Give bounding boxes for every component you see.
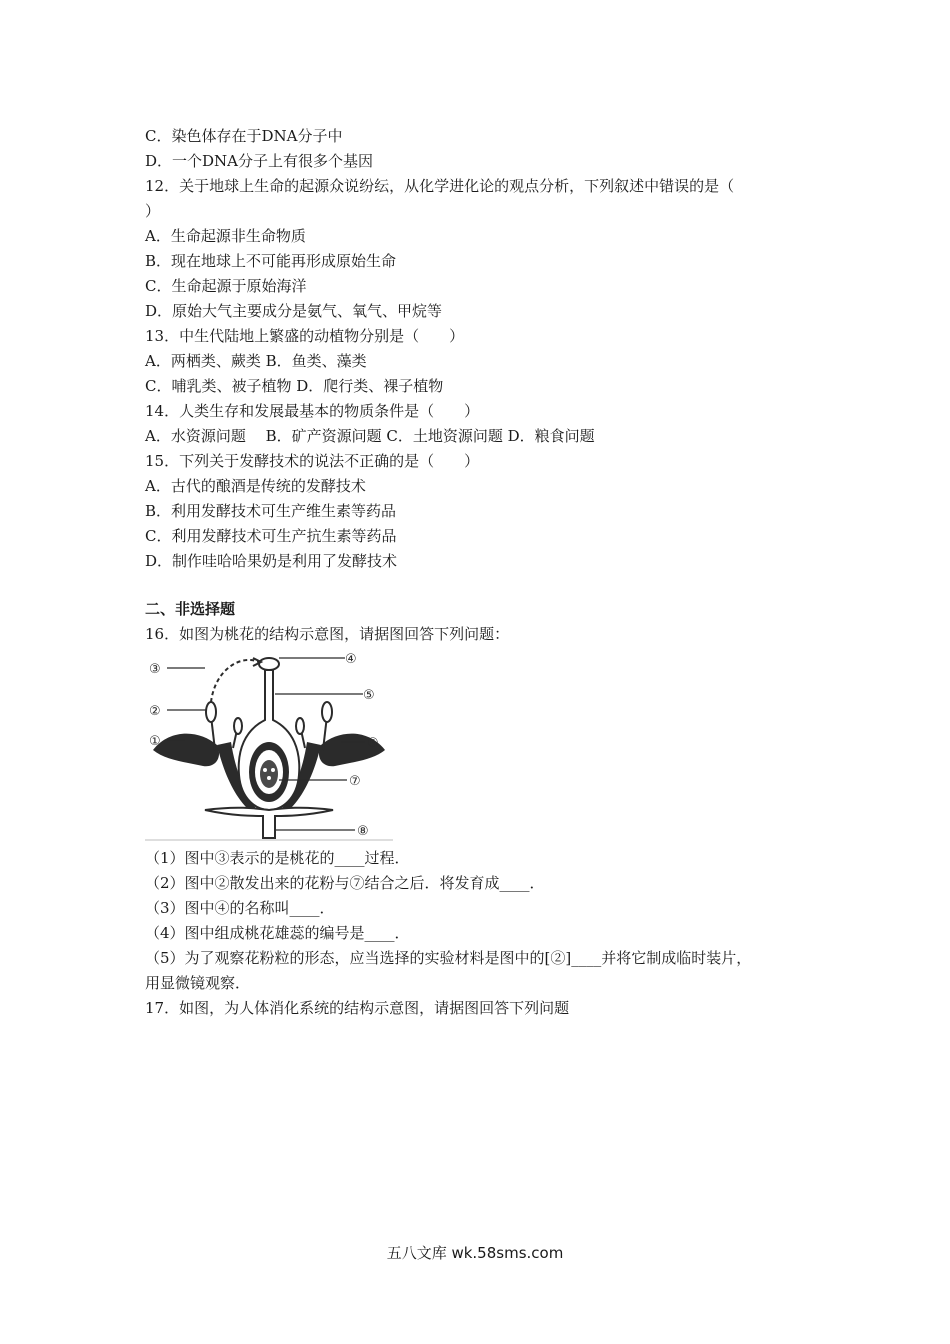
options-14: A．水资源问题 B．矿产资源问题 C．土地资源问题 D．粮食问题 bbox=[145, 427, 595, 445]
option-d-15: D．制作哇哈哈果奶是利用了发酵技术 bbox=[145, 552, 398, 570]
q16-part-5: （5）为了观察花粉粒的形态，应当选择的实验材料是图中的[②]____并将它制成临时装片， bbox=[145, 949, 752, 967]
section-heading: 二、非选择题 bbox=[145, 600, 236, 618]
options-ab-13: A．两栖类、蕨类 B．鱼类、藻类 bbox=[145, 352, 367, 370]
question-12: 12．关于地球上生命的起源众说纷纭，从化学进化论的观点分析，下列叙述中错误的是（ bbox=[145, 177, 735, 195]
q16-part-1: （1）图中③表示的是桃花的____过程． bbox=[145, 849, 410, 867]
page-footer: 五八文库 wk.58sms.com bbox=[386, 1244, 564, 1262]
label-2: ② bbox=[149, 704, 161, 719]
q16-part-5-cont: 用显微镜观察． bbox=[145, 974, 251, 992]
question-12-cont: ） bbox=[145, 202, 161, 220]
label-5: ⑤ bbox=[363, 688, 375, 703]
option-d-11: D．一个DNA分子上有很多个基因 bbox=[145, 152, 374, 170]
label-3: ③ bbox=[149, 662, 161, 677]
question-14: 14．人类生存和发展最基本的物质条件是（ ） bbox=[145, 402, 480, 420]
question-16-stem: 16．如图为桃花的结构示意图，请据图回答下列问题： bbox=[145, 625, 510, 643]
question-15: 15．下列关于发酵技术的说法不正确的是（ ） bbox=[145, 452, 480, 470]
q16-part-3: （3）图中④的名称叫____． bbox=[145, 899, 335, 917]
option-c-15: C．利用发酵技术可生产抗生素等药品 bbox=[145, 527, 397, 545]
label-8: ⑧ bbox=[357, 824, 369, 839]
option-c-12: C．生命起源于原始海洋 bbox=[145, 277, 307, 295]
label-4: ④ bbox=[345, 652, 357, 667]
option-a-15: A．古代的酿酒是传统的发酵技术 bbox=[145, 477, 366, 495]
q16-part-2: （2）图中②散发出来的花粉与⑦结合之后．将发育成____． bbox=[145, 874, 545, 892]
option-b-12: B．现在地球上不可能再形成原始生命 bbox=[145, 252, 397, 270]
options-cd-13: C．哺乳类、被子植物 D．爬行类、裸子植物 bbox=[145, 377, 444, 395]
q16-part-4: （4）图中组成桃花雄蕊的编号是____． bbox=[145, 924, 410, 942]
question-17-stem: 17．如图，为人体消化系统的结构示意图，请据图回答下列问题 bbox=[145, 999, 570, 1017]
question-13: 13．中生代陆地上繁盛的动植物分别是（ ） bbox=[145, 327, 465, 345]
option-b-15: B．利用发酵技术可生产维生素等药品 bbox=[145, 502, 397, 520]
option-a-12: A．生命起源非生命物质 bbox=[145, 227, 306, 245]
option-d-12: D．原始大气主要成分是氨气、氧气、甲烷等 bbox=[145, 302, 443, 320]
peach-flower-diagram bbox=[145, 650, 393, 842]
option-c-11: C．染色体存在于DNA分子中 bbox=[145, 127, 343, 145]
label-7: ⑦ bbox=[349, 774, 361, 789]
label-6: ⑥ bbox=[367, 736, 379, 751]
label-1: ① bbox=[149, 734, 161, 749]
